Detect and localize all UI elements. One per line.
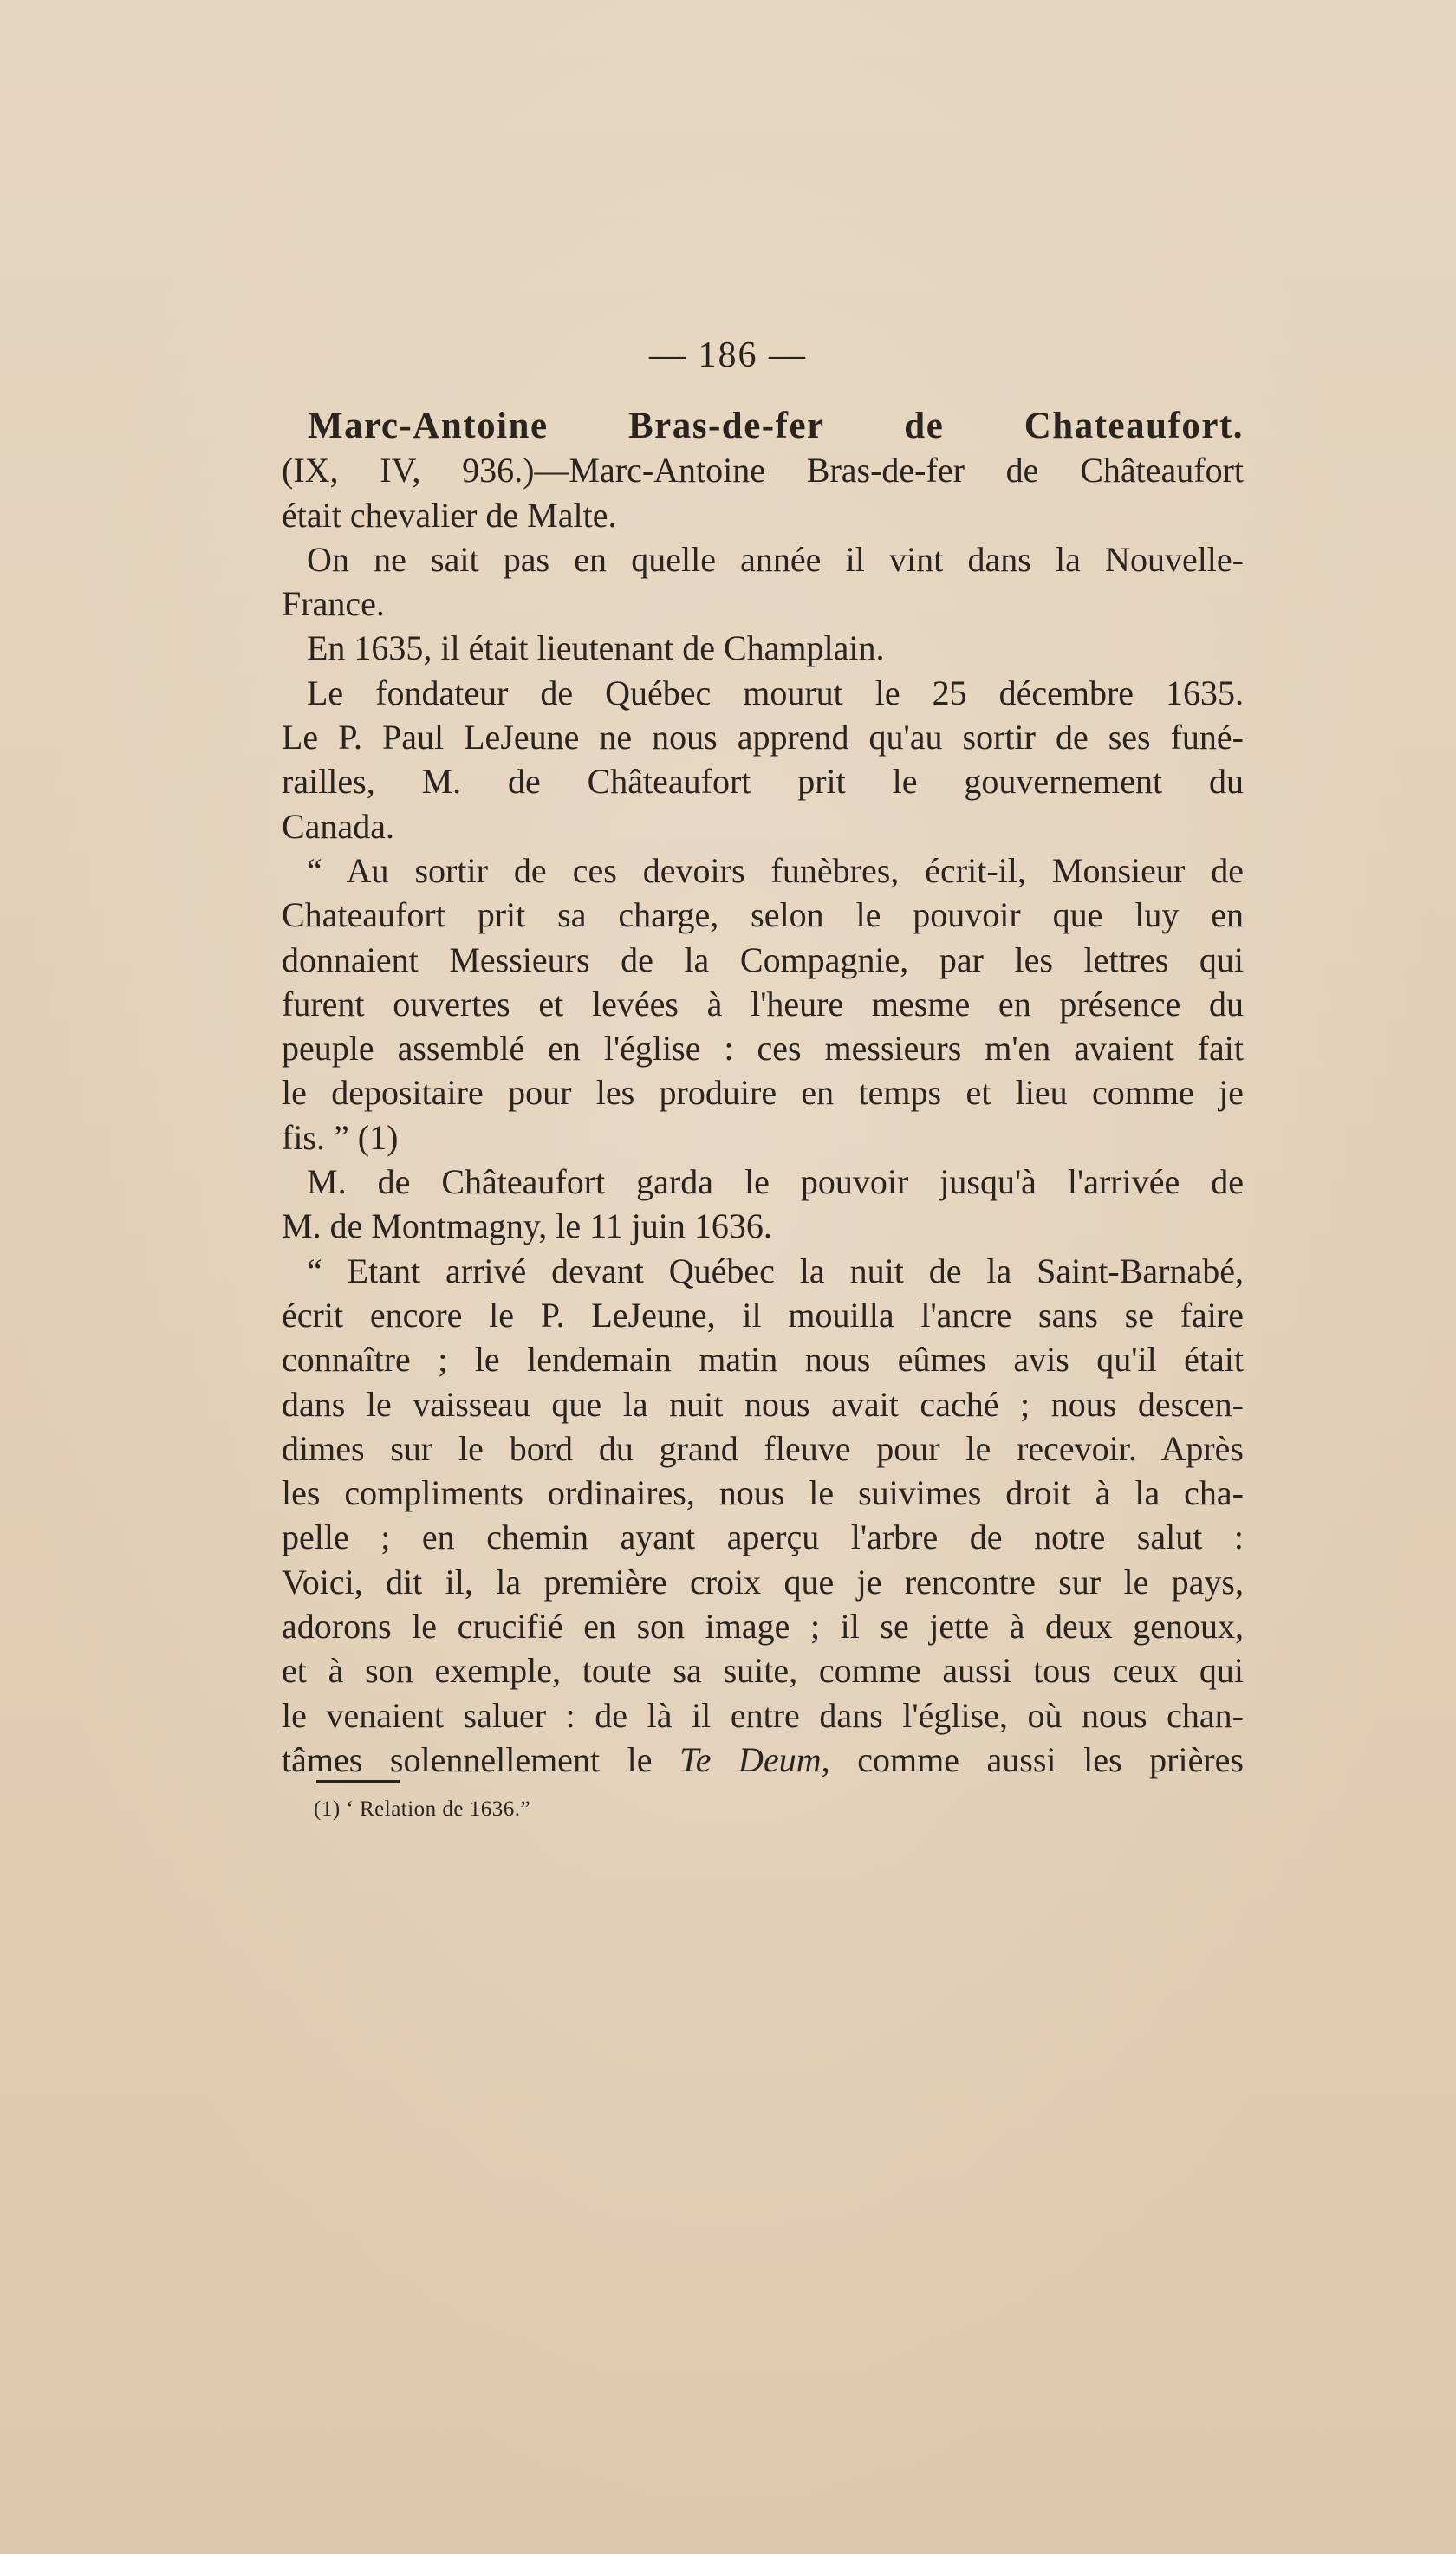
- body-text: [282, 404, 1244, 1782]
- text-line: donnaient Messieurs de la Compagnie, par les lettres qui: [282, 939, 1244, 979]
- text-line: dimes sur le bord du grand fleuve pour le recevoir. Après: [282, 1428, 1244, 1468]
- entry-heading: Marc-Antoine Bras-de-fer de Chateaufort.: [308, 406, 1244, 446]
- page-number: — 186 —: [649, 335, 807, 375]
- text-line: fis. ” (1): [282, 1117, 399, 1157]
- text-line: Le fondateur de Québec mourut le 25 décembre 1635.: [307, 673, 1244, 712]
- text-line: écrit encore le P. LeJeune, il mouilla l'ancre sans se faire: [282, 1295, 1244, 1335]
- text-line: (IX, IV, 936.)—Marc-Antoine Bras-de-fer de Châteaufort: [282, 451, 1244, 491]
- text-line: railles, M. de Châteaufort prit le gouvernement du: [282, 762, 1244, 802]
- text-line: furent ouvertes et levées à l'heure mesme en présence du: [282, 984, 1244, 1024]
- text-line: pelle ; en chemin ayant aperçu l'arbre de notre salut :: [282, 1517, 1244, 1557]
- text-line: “ Etant arrivé devant Québec la nuit de la Saint-Barnabé,: [307, 1251, 1244, 1290]
- footnote-rule: [316, 1780, 400, 1783]
- text-line: France.: [282, 584, 385, 624]
- footnote: (1) ‘ Relation de 1636.”: [314, 1797, 531, 1821]
- text-line: “ Au sortir de ces devoirs funèbres, écrit-il, Monsieur de: [307, 850, 1244, 890]
- text-line: le depositaire pour les produire en temps et lieu comme je: [282, 1073, 1244, 1113]
- text-line: En 1635, il était lieutenant de Champlain.: [307, 628, 885, 668]
- text-line: Chateaufort prit sa charge, selon le pouvoir que luy en: [282, 895, 1244, 935]
- text-line: les compliments ordinaires, nous le suivimes droit à la cha-: [282, 1473, 1244, 1513]
- text-line: Le P. Paul LeJeune ne nous apprend qu'au sortir de ses funé-: [282, 718, 1244, 757]
- text-line: et à son exemple, toute sa suite, comme aussi tous ceux qui: [282, 1651, 1244, 1691]
- text-line: On ne sait pas en quelle année il vint dans la Nouvelle-: [307, 539, 1244, 579]
- text-line: M. de Châteaufort garda le pouvoir jusqu'à l'arrivée de: [307, 1162, 1244, 1202]
- text-line: peuple assemblé en l'église : ces messieurs m'en avaient fait: [282, 1029, 1244, 1069]
- text-line: M. de Montmagny, le 11 juin 1636.: [282, 1206, 772, 1246]
- italic-title: Te Deum: [679, 1739, 822, 1779]
- text-line: Voici, dit il, la première croix que je rencontre sur le pays,: [282, 1562, 1244, 1602]
- text-line-last: [282, 1738, 1244, 1782]
- text-fragment: , comme aussi les prières: [821, 1739, 1244, 1779]
- text-line: était chevalier de Malte.: [282, 495, 617, 535]
- text-line: connaître ; le lendemain matin nous eûmes avis qu'il était: [282, 1340, 1244, 1380]
- text-line: le venaient saluer : de là il entre dans l'église, où nous chan-: [282, 1695, 1244, 1735]
- text-line: Canada.: [282, 806, 394, 846]
- text-fragment: tâmes solennellement le: [282, 1739, 680, 1779]
- text-line: dans le vaisseau que la nuit nous avait caché ; nous descen-: [282, 1384, 1244, 1424]
- text-line: adorons le crucifié en son image ; il se jette à deux genoux,: [282, 1607, 1244, 1647]
